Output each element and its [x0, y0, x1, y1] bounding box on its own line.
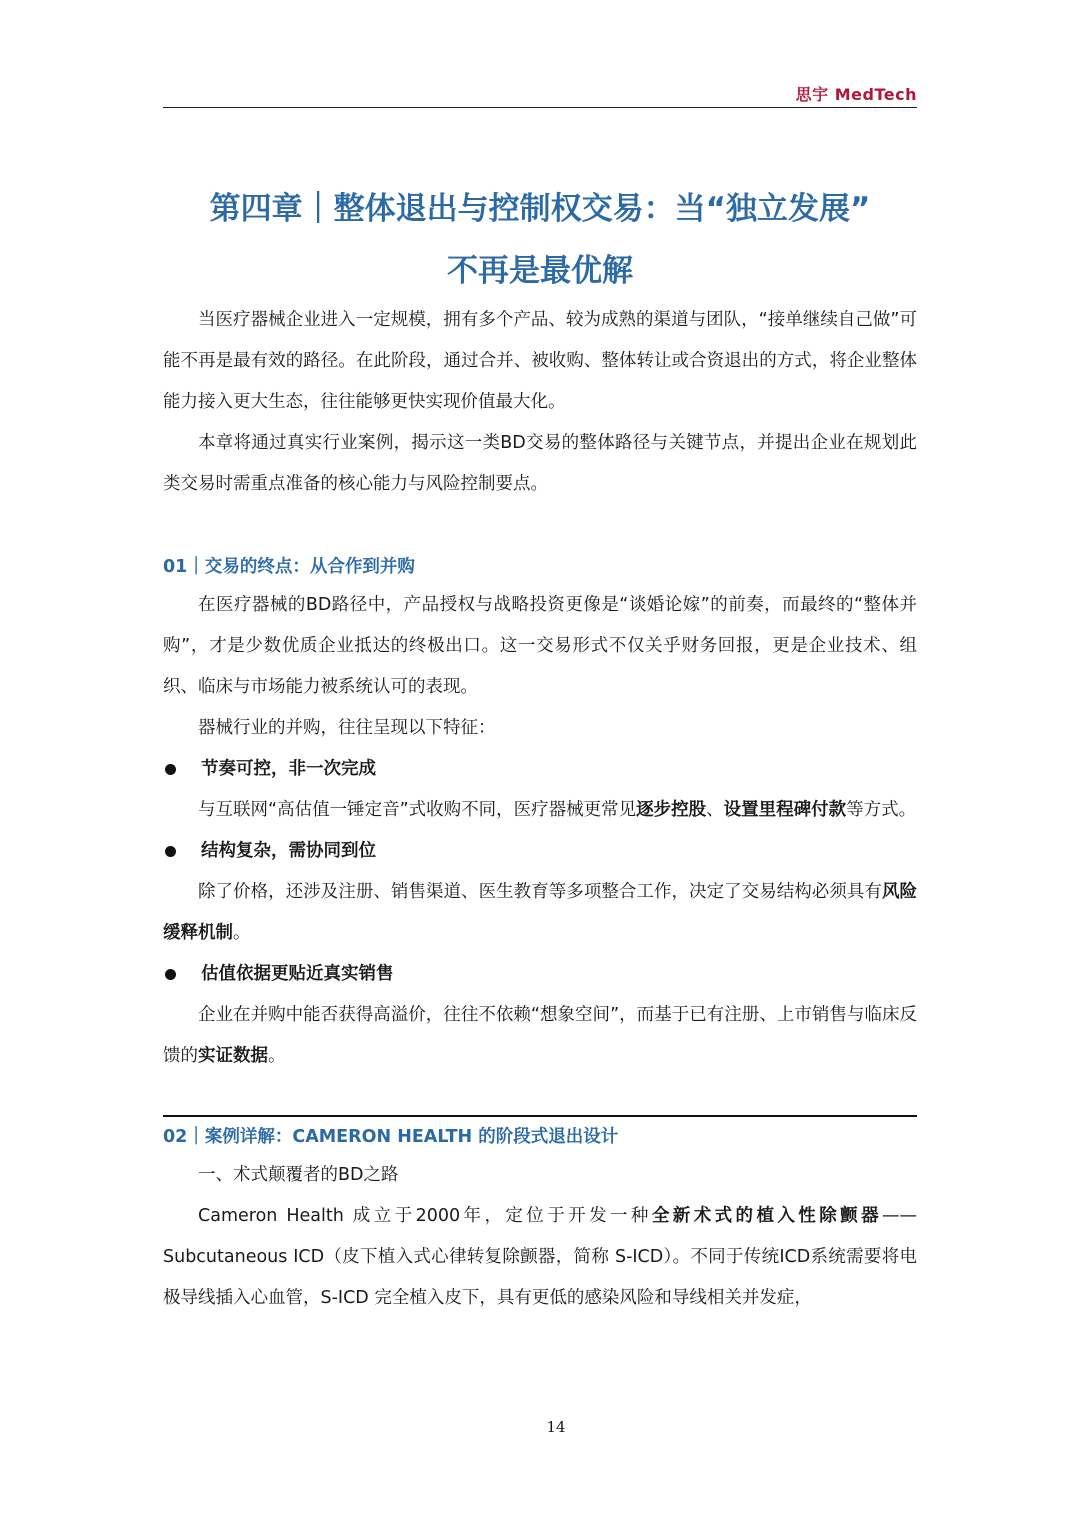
- intro-paragraph-1: 当医疗器械企业进入一定规模，拥有多个产品、较为成熟的渠道与团队，“接单继续自己做”可能不再是最有效的路径。在此阶段，通过合并、被收购、整体转让或合资退出的方式，将企业整体能力接入更大生态，往往能够更快实现价值最大化。: [163, 310, 917, 412]
- bullet-dot-icon: [165, 969, 176, 980]
- section-2-subheading: 一、术式颠覆者的BD之路: [198, 1165, 399, 1185]
- bullet-dot-icon: [165, 764, 176, 775]
- bullet-1-title: 节奏可控，非一次完成: [201, 759, 376, 779]
- bullet-item-1: [163, 749, 917, 790]
- bullet-3-description: 企业在并购中能否获得高溢价，往往不依赖“想象空间”，而基于已有注册、上市销售与临床反馈的实证数据。: [163, 1005, 917, 1066]
- section-2-heading: 02｜案例详解：CAMERON HEALTH 的阶段式退出设计: [163, 1115, 917, 1155]
- section-1-paragraph-2: 器械行业的并购，往往呈现以下特征：: [198, 718, 496, 738]
- bullet-3-title: 估值依据更贴近真实销售: [201, 964, 394, 984]
- document-body: [163, 300, 917, 1319]
- bullet-1-description: 与互联网“高估值一锤定音”式收购不同，医疗器械更常见逐步控股、设置里程碑付款等方式。: [198, 800, 917, 820]
- section-2-paragraph-1: Cameron Health 成立于2000年，定位于开发一种全新术式的植入性除颤器——Subcutaneous ICD（皮下植入式心律转复除颤器，简称 S-ICD）。不同于传统ICD系统需要将电极导线插入心血管，S-ICD 完全植入皮下，具有更低的感染风险和导线相关并发症，: [163, 1206, 917, 1308]
- chapter-title-line-2: 不再是最优解: [447, 253, 633, 289]
- bullet-item-3: [163, 954, 917, 995]
- chapter-title-line-1: 第四章｜整体退出与控制权交易：当“独立发展”: [209, 191, 871, 227]
- bullet-2-description: 除了价格，还涉及注册、销售渠道、医生教育等多项整合工作，决定了交易结构必须具有风险缓释机制。: [163, 882, 918, 943]
- intro-paragraph-2: 本章将通过真实行业案例，揭示这一类BD交易的整体路径与关键节点，并提出企业在规划此类交易时需重点准备的核心能力与风险控制要点。: [163, 433, 917, 494]
- header-divider: [163, 107, 917, 108]
- bullet-2-title: 结构复杂，需协同到位: [201, 841, 376, 861]
- bullet-dot-icon: [165, 846, 176, 857]
- section-1-heading: 01｜交易的终点：从合作到并购: [163, 557, 415, 577]
- section-1-paragraph-1: 在医疗器械的BD路径中，产品授权与战略投资更像是“谈婚论嫁”的前奏，而最终的“整体并购”，才是少数优质企业抵达的终极出口。这一交易形式不仅关乎财务回报，更是企业技术、组织、临床与市场能力被系统认可的表现。: [163, 595, 917, 697]
- bullet-item-2: [163, 831, 917, 872]
- header-brand: 思宇 MedTech: [795, 85, 917, 104]
- chapter-title: [150, 178, 930, 302]
- page-number: 14: [546, 1418, 566, 1436]
